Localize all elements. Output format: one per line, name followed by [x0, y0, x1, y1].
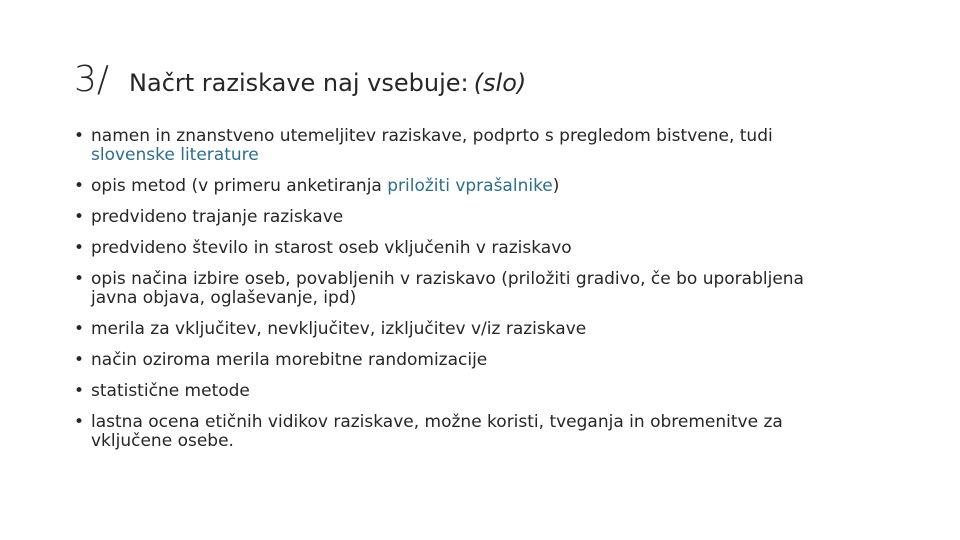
bullet-text: namen in znanstveno utemeljitev raziskave, podprto s pregledom bistvene, tudi: [91, 126, 773, 146]
bullet-item: [74, 270, 854, 308]
bullet-highlight: priložiti vprašalnike: [387, 176, 553, 196]
title-suffix: (slo): [473, 69, 527, 97]
title-number: 3/: [74, 59, 110, 100]
bullet-text: lastna ocena etičnih vidikov raziskave, možne koristi, tveganja in obremenitve za vključene osebe.: [91, 412, 783, 451]
bullet-text: opis metod (v primeru anketiranja: [91, 176, 388, 196]
bullet-item: [74, 413, 854, 451]
bullet-text: predvideno število in starost oseb vključenih v raziskavo: [91, 238, 572, 258]
bullet-item: [74, 208, 854, 227]
slide-title: [74, 59, 527, 100]
bullet-item: [74, 177, 854, 196]
bullet-text: način oziroma merila morebitne randomizacije: [91, 350, 488, 370]
bullet-text: predvideno trajanje raziskave: [91, 207, 344, 227]
bullet-item: [74, 320, 854, 339]
title-text: Načrt raziskave naj vsebuje:: [129, 69, 469, 97]
bullet-text: statistične metode: [91, 381, 250, 401]
bullet-item: [74, 127, 854, 165]
bullet-list: [74, 127, 854, 463]
bullet-highlight: slovenske literature: [91, 145, 259, 165]
bullet-item: [74, 239, 854, 258]
bullet-item: [74, 351, 854, 370]
bullet-text-after: ): [552, 176, 560, 196]
bullet-text: merila za vključitev, nevključitev, izključitev v/iz raziskave: [91, 319, 587, 339]
bullet-item: [74, 382, 854, 401]
bullet-text: opis načina izbire oseb, povabljenih v raziskavo (priložiti gradivo, če bo uporabljena javna objava, oglaševanje, ipd): [91, 269, 804, 308]
